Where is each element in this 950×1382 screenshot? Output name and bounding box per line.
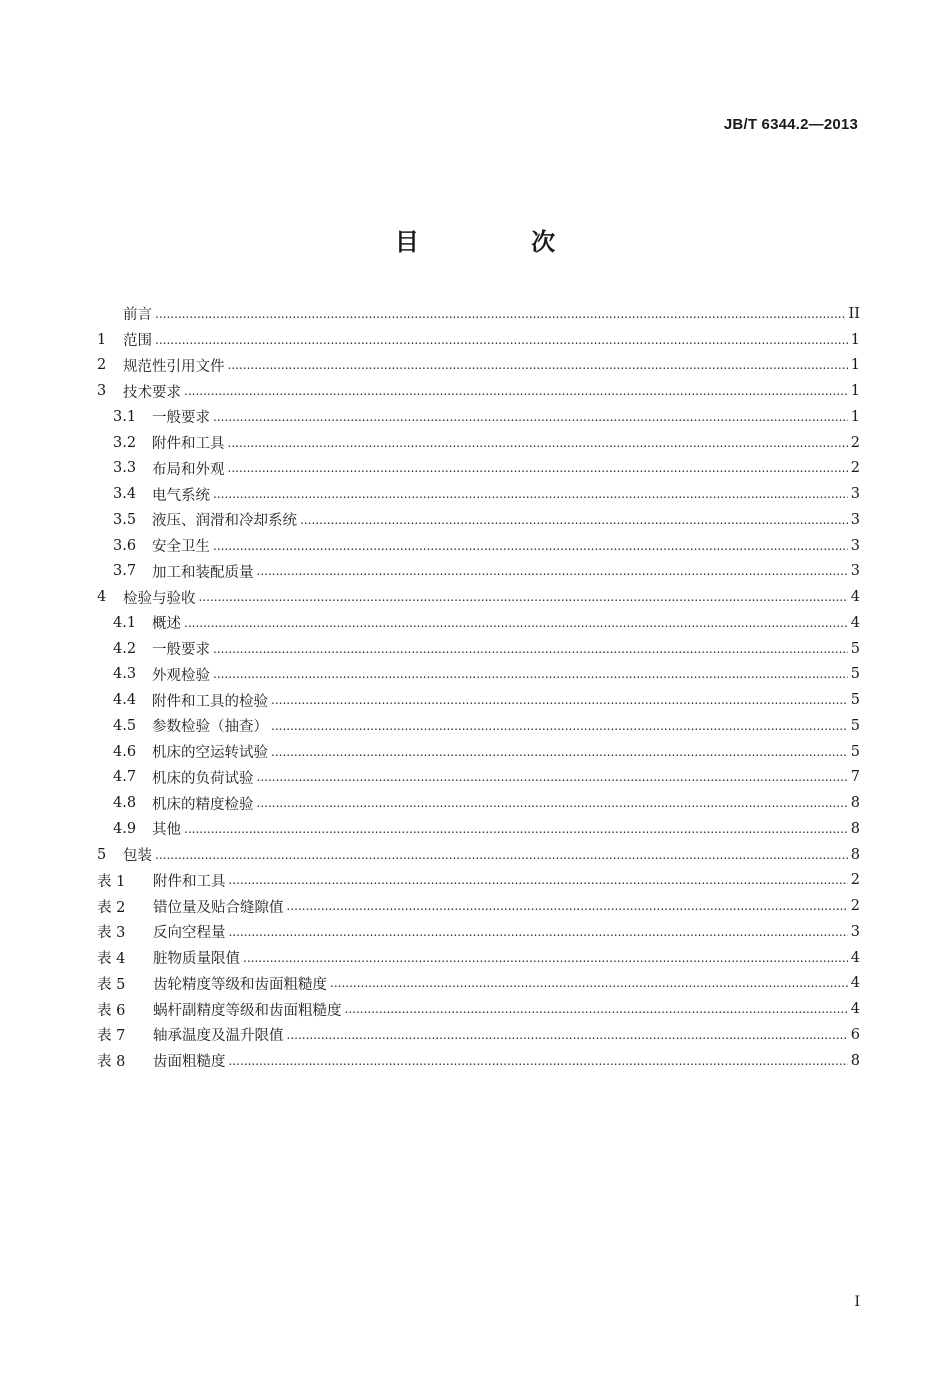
toc-dot-leader xyxy=(271,693,848,707)
toc-entry-page: 1 xyxy=(850,408,860,425)
toc-entry-page: 3 xyxy=(850,563,860,580)
toc-entry-page: II xyxy=(848,305,860,322)
toc-entry-page: 5 xyxy=(850,743,860,760)
toc-entry-number: 4 xyxy=(97,589,107,606)
toc-entry-page: 8 xyxy=(850,846,860,863)
toc-entry-number: 4.6 xyxy=(113,743,137,760)
toc-entry[interactable] xyxy=(97,971,860,997)
toc-entry-number: 3.1 xyxy=(113,408,137,425)
toc-entry-label: 布局和外观 xyxy=(152,461,225,478)
page-title: 目 次 xyxy=(394,227,608,256)
toc-dot-leader xyxy=(300,513,848,527)
toc-entry-label: 安全卫生 xyxy=(152,539,210,556)
toc-entry[interactable] xyxy=(97,662,860,688)
toc-entry-label: 规范性引用文件 xyxy=(123,358,225,375)
toc-dot-leader xyxy=(213,667,848,681)
toc-dot-leader xyxy=(271,719,848,733)
toc-entry-number: 3.2 xyxy=(113,434,137,451)
toc-entry-label: 附件和工具 xyxy=(152,436,225,453)
toc-entry-page: 2 xyxy=(850,872,860,889)
toc-entry-label: 一般要求 xyxy=(152,642,210,659)
toc-entry-label: 反向空程量 xyxy=(153,925,226,942)
toc-entry-number: 表 8 xyxy=(97,1054,126,1071)
toc-entry-page: 5 xyxy=(850,717,860,734)
toc-entry-label: 脏物质量限值 xyxy=(153,951,240,968)
toc-entry-label: 附件和工具的检验 xyxy=(152,693,268,710)
toc-entry-number: 4.9 xyxy=(113,820,137,837)
toc-entry-label: 参数检验（抽查） xyxy=(152,719,268,736)
toc-entry-label: 前言 xyxy=(123,307,152,324)
toc-dot-leader xyxy=(243,951,848,965)
toc-entry-label: 机床的负荷试验 xyxy=(152,770,254,787)
toc-entry-number: 3.6 xyxy=(113,537,137,554)
toc-entry-label: 检验与验收 xyxy=(123,590,196,607)
toc-dot-leader xyxy=(228,358,848,372)
toc-entry-page: 4 xyxy=(850,949,860,966)
toc-entry-page: 3 xyxy=(850,923,860,940)
toc-entry-label: 齿面粗糙度 xyxy=(153,1054,226,1071)
toc-dot-leader xyxy=(155,307,846,321)
toc-entry-number: 4.5 xyxy=(113,717,137,734)
toc-entry[interactable] xyxy=(97,996,860,1022)
toc-entry-number: 5 xyxy=(97,846,107,863)
toc-entry-number: 4.8 xyxy=(113,795,137,812)
toc-dot-leader xyxy=(228,461,848,475)
toc-entry-page: 4 xyxy=(850,589,860,606)
toc-entry-number: 3.5 xyxy=(113,511,137,528)
toc-dot-leader xyxy=(257,564,848,578)
toc-entry-number: 3.3 xyxy=(113,460,137,477)
toc-dot-leader xyxy=(184,822,848,836)
toc-dot-leader xyxy=(155,848,848,862)
toc-entry[interactable] xyxy=(97,1048,860,1074)
toc-entry-label: 蜗杆副精度等级和齿面粗糙度 xyxy=(153,1002,342,1019)
toc-dot-leader xyxy=(199,590,848,604)
toc-entry-label: 概述 xyxy=(152,616,181,633)
toc-entry-page: 2 xyxy=(850,460,860,477)
toc-entry-number: 2 xyxy=(97,357,107,374)
toc-dot-leader xyxy=(213,410,848,424)
toc-entry-number: 4.2 xyxy=(113,640,137,657)
toc-entry-page: 2 xyxy=(850,898,860,915)
toc-entry-label: 错位量及贴合缝隙值 xyxy=(153,899,284,916)
toc-entry-label: 一般要求 xyxy=(152,410,210,427)
toc-entry-number: 3.4 xyxy=(113,486,137,503)
toc-entry-number: 表 2 xyxy=(97,899,126,916)
toc-entry-label: 液压、润滑和冷却系统 xyxy=(152,513,297,530)
toc-entry-page: 3 xyxy=(850,537,860,554)
toc-dot-leader xyxy=(213,642,848,656)
toc-dot-leader xyxy=(229,925,848,939)
table-of-contents xyxy=(97,301,860,1074)
toc-entry-label: 技术要求 xyxy=(123,384,181,401)
toc-entry-page: 8 xyxy=(850,820,860,837)
toc-entry[interactable] xyxy=(97,610,860,636)
toc-entry[interactable] xyxy=(97,559,860,585)
toc-dot-leader xyxy=(287,899,848,913)
toc-entry[interactable] xyxy=(97,353,860,379)
toc-entry-page: 3 xyxy=(850,486,860,503)
toc-dot-leader xyxy=(229,873,848,887)
toc-entry-page: 1 xyxy=(850,331,860,348)
toc-entry-number: 4.4 xyxy=(113,692,137,709)
toc-entry-page: 4 xyxy=(850,975,860,992)
toc-entry-label: 电气系统 xyxy=(152,487,210,504)
toc-dot-leader xyxy=(213,487,848,501)
toc-entry-page: 1 xyxy=(850,383,860,400)
toc-entry[interactable] xyxy=(97,456,860,482)
toc-entry-label: 机床的空运转试验 xyxy=(152,745,268,762)
toc-dot-leader xyxy=(271,745,848,759)
toc-entry[interactable] xyxy=(97,507,860,533)
toc-entry-label: 齿轮精度等级和齿面粗糙度 xyxy=(153,976,327,993)
toc-entry[interactable] xyxy=(97,919,860,945)
toc-entry-number: 表 6 xyxy=(97,1002,126,1019)
toc-entry[interactable] xyxy=(97,481,860,507)
toc-entry-number: 4.7 xyxy=(113,769,137,786)
toc-dot-leader xyxy=(345,1002,848,1016)
toc-dot-leader xyxy=(184,384,848,398)
toc-entry-page: 2 xyxy=(850,434,860,451)
toc-entry-label: 其他 xyxy=(152,822,181,839)
toc-entry-number: 3.7 xyxy=(113,563,137,580)
toc-entry[interactable] xyxy=(97,301,860,327)
toc-entry-label: 轴承温度及温升限值 xyxy=(153,1028,284,1045)
toc-dot-leader xyxy=(228,436,848,450)
toc-dot-leader xyxy=(229,1054,848,1068)
toc-entry[interactable] xyxy=(97,842,860,868)
toc-entry[interactable] xyxy=(97,739,860,765)
toc-entry-number: 表 5 xyxy=(97,976,126,993)
toc-dot-leader xyxy=(213,539,848,553)
toc-dot-leader xyxy=(287,1028,848,1042)
toc-entry[interactable] xyxy=(97,584,860,610)
toc-entry-page: 5 xyxy=(850,692,860,709)
toc-entry-page: 5 xyxy=(850,640,860,657)
toc-entry[interactable] xyxy=(97,893,860,919)
toc-entry[interactable] xyxy=(97,327,860,353)
toc-entry-number: 表 7 xyxy=(97,1028,126,1045)
toc-entry[interactable] xyxy=(97,687,860,713)
toc-dot-leader xyxy=(257,770,848,784)
toc-dot-leader xyxy=(257,796,848,810)
toc-entry-page: 3 xyxy=(850,511,860,528)
toc-entry-label: 机床的精度检验 xyxy=(152,796,254,813)
toc-entry[interactable] xyxy=(97,868,860,894)
document-code: JB/T 6344.2—2013 xyxy=(723,116,858,133)
toc-entry-page: 4 xyxy=(850,614,860,631)
toc-entry[interactable] xyxy=(97,430,860,456)
toc-entry-number: 表 4 xyxy=(97,951,126,968)
toc-entry-label: 附件和工具 xyxy=(153,873,226,890)
toc-entry-page: 4 xyxy=(850,1001,860,1018)
toc-entry-page: 6 xyxy=(850,1026,860,1043)
toc-entry[interactable] xyxy=(97,945,860,971)
toc-entry[interactable] xyxy=(97,533,860,559)
toc-entry-page: 1 xyxy=(850,357,860,374)
toc-entry-number: 4.3 xyxy=(113,666,137,683)
toc-entry[interactable] xyxy=(97,816,860,842)
toc-entry[interactable] xyxy=(97,636,860,662)
toc-entry-label: 加工和装配质量 xyxy=(152,564,254,581)
toc-entry-page: 7 xyxy=(850,769,860,786)
toc-entry-number: 4.1 xyxy=(113,614,137,631)
toc-entry-page: 8 xyxy=(850,795,860,812)
toc-entry[interactable] xyxy=(97,765,860,791)
toc-entry-number: 表 1 xyxy=(97,873,126,890)
toc-entry-number: 表 3 xyxy=(97,925,126,942)
toc-entry-label: 包装 xyxy=(123,848,152,865)
toc-dot-leader xyxy=(184,616,848,630)
toc-entry-number: 3 xyxy=(97,383,107,400)
toc-entry-page: 8 xyxy=(850,1052,860,1069)
toc-entry[interactable] xyxy=(97,378,860,404)
toc-entry[interactable] xyxy=(97,1022,860,1048)
toc-dot-leader xyxy=(330,976,848,990)
toc-entry-label: 外观检验 xyxy=(152,667,210,684)
toc-entry[interactable] xyxy=(97,404,860,430)
toc-entry-number: 1 xyxy=(97,331,107,348)
toc-entry-page: 5 xyxy=(850,666,860,683)
toc-entry[interactable] xyxy=(97,790,860,816)
page-number: I xyxy=(854,1294,860,1310)
toc-dot-leader xyxy=(155,333,848,347)
toc-entry[interactable] xyxy=(97,713,860,739)
toc-entry-label: 范围 xyxy=(123,333,152,350)
